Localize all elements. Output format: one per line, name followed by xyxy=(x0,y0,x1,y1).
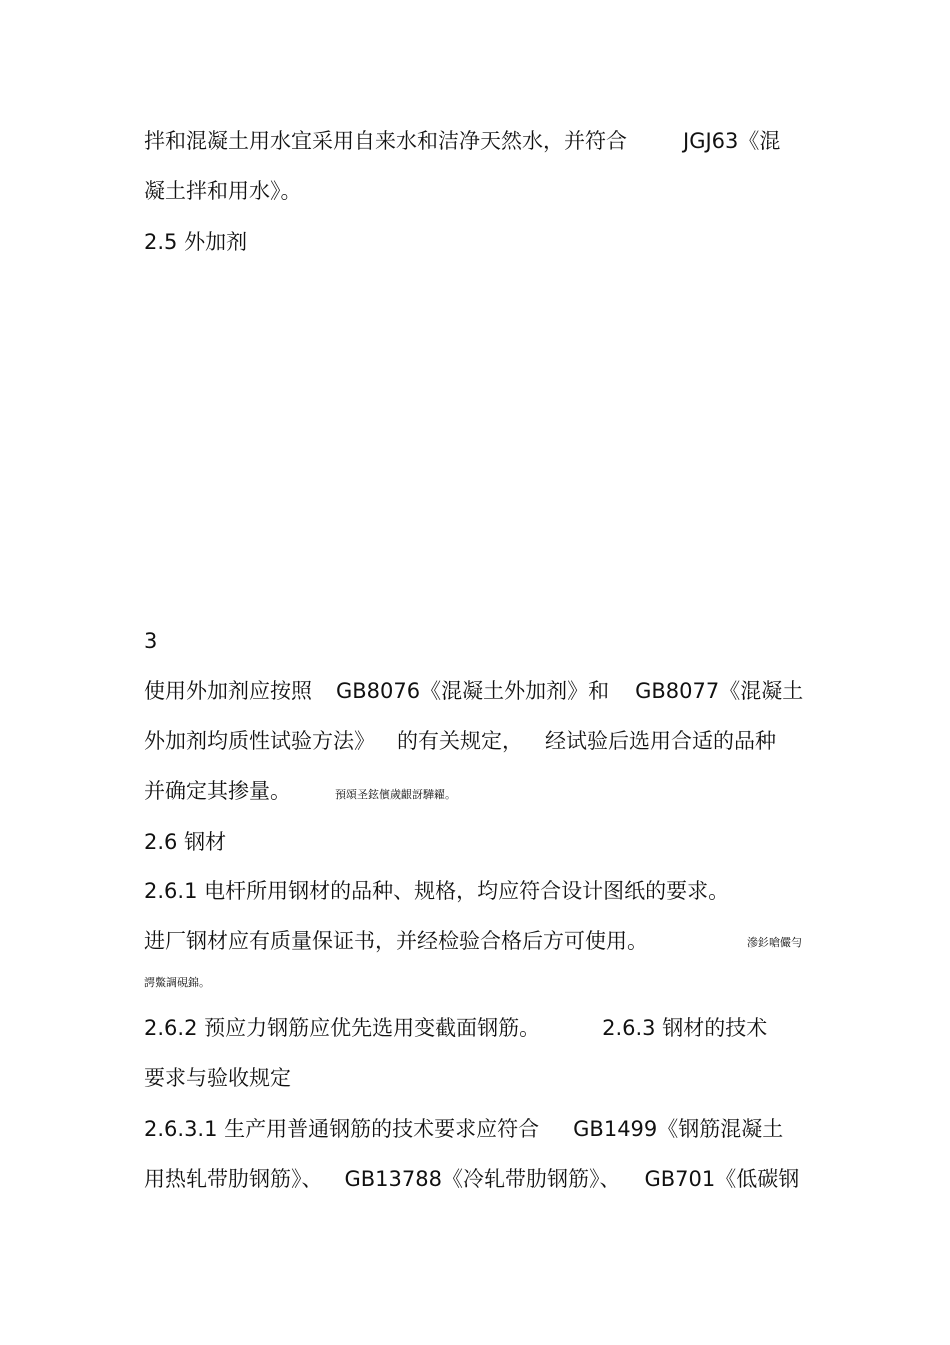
paragraph-line xyxy=(144,726,806,756)
water-requirement-text-cont: 凝土拌和用水》。 xyxy=(144,179,302,203)
admixture-text: 并确定其掺量。 xyxy=(144,779,291,803)
section-heading-2-6 xyxy=(144,827,806,857)
paragraph-line xyxy=(144,926,806,956)
paragraph-line xyxy=(144,1013,806,1043)
paragraph-line xyxy=(144,126,806,156)
paragraph-line xyxy=(144,776,806,806)
section-heading-text: 2.6 钢材 xyxy=(144,830,227,854)
standard-ref-gb701: GB701《低碳钢 xyxy=(644,1167,800,1191)
section-heading-text: 2.5 外加剂 xyxy=(144,230,248,254)
paragraph-line xyxy=(144,1063,806,1093)
standard-ref-gb13788: GB13788《冷轧带肋钢筋》、 xyxy=(344,1167,621,1191)
standard-ref-gb1499: GB1499《钢筋混凝土 xyxy=(573,1117,784,1141)
garbled-watermark-text: 滲釤嗆儼勻 xyxy=(747,936,802,949)
standard-ref-gb8077: GB8077《混凝土 xyxy=(635,679,804,703)
clause-2-6-1: 2.6.1 电杆所用钢材的品种、规格，均应符合设计图纸的要求。 xyxy=(144,879,730,903)
garbled-watermark-text: 預頌圣鉉儐歲齦訝驊糴。 xyxy=(335,788,456,801)
water-requirement-text: 拌和混凝土用水宜采用自来水和洁净天然水，并符合 xyxy=(144,129,627,153)
admixture-text: 外加剂均质性试验方法》 xyxy=(144,729,375,753)
admixture-text: 使用外加剂应按照 xyxy=(144,679,312,703)
section-heading-2-5 xyxy=(144,227,806,257)
garbled-watermark-text: 諤鱉調硯錦。 xyxy=(144,976,210,989)
paragraph-line xyxy=(144,676,806,706)
clause-2-6-3-cont: 要求与验收规定 xyxy=(144,1066,291,1090)
admixture-text: 经试验后选用合适的品种 xyxy=(545,729,776,753)
page-number-text: 3 xyxy=(144,629,158,653)
standard-ref-jgj63: JGJ63《混 xyxy=(683,129,781,153)
standard-ref-gb8076: GB8076《混凝土外加剂》和 xyxy=(336,679,610,703)
steel-text: 进厂钢材应有质量保证书，并经检验合格后方可使用。 xyxy=(144,929,648,953)
paragraph-line xyxy=(144,176,806,206)
standard-ref-text: 用热轧带肋钢筋》、 xyxy=(144,1167,323,1191)
paragraph-line xyxy=(144,976,806,990)
clause-2-6-3-1: 2.6.3.1 生产用普通钢筋的技术要求应符合 xyxy=(144,1117,540,1141)
admixture-text: 的有关规定， xyxy=(397,729,523,753)
paragraph-line xyxy=(144,1114,806,1144)
clause-2-6-3: 2.6.3 钢材的技术 xyxy=(602,1016,768,1040)
clause-2-6-2: 2.6.2 预应力钢筋应优先选用变截面钢筋。 xyxy=(144,1016,541,1040)
paragraph-line xyxy=(144,1164,806,1194)
page-number xyxy=(144,626,806,656)
paragraph-line xyxy=(144,876,806,906)
